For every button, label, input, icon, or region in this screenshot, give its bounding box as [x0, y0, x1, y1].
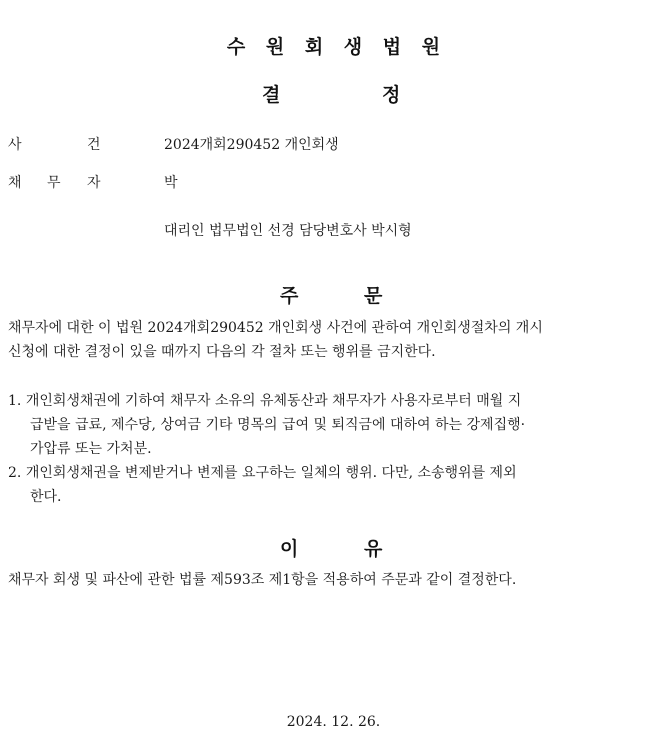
order-intro-line: 신청에 대한 결정이 있을 때까지 다음의 각 절차 또는 행위를 금지한다. — [8, 344, 436, 360]
order-item-line: 개인회생채권에 기하여 채무자 소유의 유체동산과 채무자가 사용자로부터 매월 지 — [25, 393, 522, 409]
reason-text: 채무자 회생 및 파산에 관한 법률 제593조 제1항을 적용하여 주문과 같이 결정한다. — [8, 572, 517, 588]
doc-type-right: 정 — [382, 84, 401, 106]
debtor-label-char: 무 — [47, 175, 61, 191]
order-item-number: 2. — [8, 465, 22, 481]
reason-heading-right: 유 — [364, 538, 383, 560]
case-number: 2024개회290452 개인회생 — [164, 137, 339, 153]
decision-date: 2024. 12. 26. — [286, 714, 381, 730]
order-intro — [8, 316, 543, 364]
order-item — [8, 461, 517, 485]
reason-heading-left: 이 — [280, 538, 299, 560]
order-item-line: 가압류 또는 가처분. — [30, 441, 152, 457]
order-heading-left: 주 — [280, 285, 299, 307]
order-item-number: 1. — [8, 393, 22, 409]
debtor-label-char: 자 — [87, 175, 101, 191]
case-label-char: 건 — [87, 137, 101, 153]
representative: 대리인 법무법인 선경 담당변호사 박시형 — [164, 223, 412, 239]
order-item-line: 개인회생채권을 변제받거나 변제를 요구하는 일체의 행위. 다만, 소송행위를 제외 — [25, 465, 517, 481]
order-item-line: 급받을 급료, 제수당, 상여금 기타 명목의 급여 및 퇴직금에 대하여 하는 강제집행· — [30, 417, 526, 433]
debtor-name: 박 — [164, 175, 178, 191]
court-name: 수 원 회 생 법 원 — [226, 36, 441, 58]
order-heading-right: 문 — [364, 285, 383, 307]
order-item-line: 한다. — [30, 489, 62, 505]
debtor-label-char: 채 — [8, 175, 22, 191]
order-item — [8, 389, 521, 413]
order-intro-line: 채무자에 대한 이 법원 2024개회290452 개인회생 사건에 관하여 개인회생절차의 개시 — [8, 320, 543, 336]
case-label-char: 사 — [8, 137, 22, 153]
doc-type-left: 결 — [262, 84, 281, 106]
